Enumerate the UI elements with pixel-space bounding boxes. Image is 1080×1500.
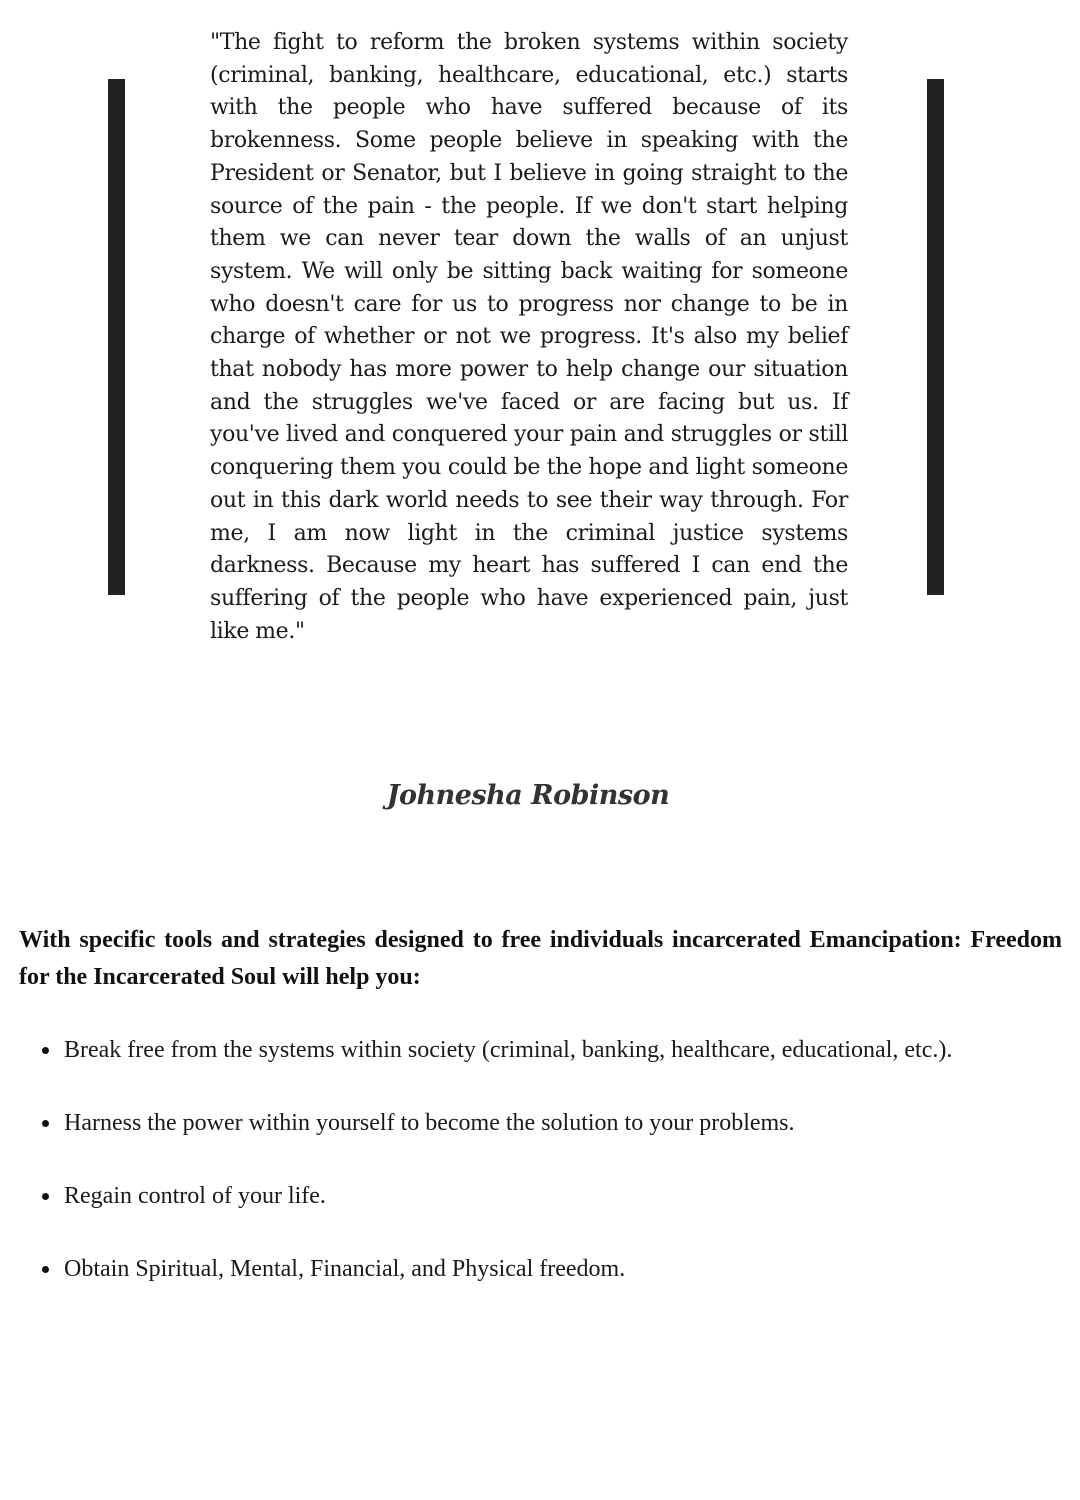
list-item: Break free from the systems within society (criminal, banking, healthcare, educational, etc.). — [19, 1032, 1062, 1068]
benefits-list — [19, 1032, 1062, 1324]
quote-bar-left — [108, 79, 125, 595]
quote-bar-right — [927, 79, 944, 595]
list-item: Obtain Spiritual, Mental, Financial, and Physical freedom. — [19, 1251, 1062, 1287]
quote-text: "The fight to reform the broken systems within society (criminal, banking, healthcare, educational, etc.) starts with the people who have suffered because of its brokenness. Some people believe in speaking with the President or Senator, but I believe in going straight to the source of the pain - the people. If we don't start helping them we can never tear down the walls of an unjust system. We will only be sitting back waiting for someone who doesn't care for us to progress nor change to be in charge of whether or not we progress. It's also my belief that nobody has more power to help change our situation and the struggles we've faced or are facing but us. If you've lived and conquered your pain and struggles or still conquering them you could be the hope and light someone out in this dark world needs to see their way through. For me, I am now light in the criminal justice systems darkness. Because my heart has suffered I can end the suffering of the people who have experienced pain, just like me." — [210, 30, 848, 644]
list-item: Harness the power within yourself to become the solution to your problems. — [19, 1105, 1062, 1141]
list-item: Regain control of your life. — [19, 1178, 1062, 1214]
quote-author: Johnesha Robinson — [386, 780, 670, 811]
intro-paragraph: With specific tools and strategies designed to free individuals incarcerated Emancipation: Freedom for the Incarcerated Soul will help you: — [19, 927, 1062, 990]
